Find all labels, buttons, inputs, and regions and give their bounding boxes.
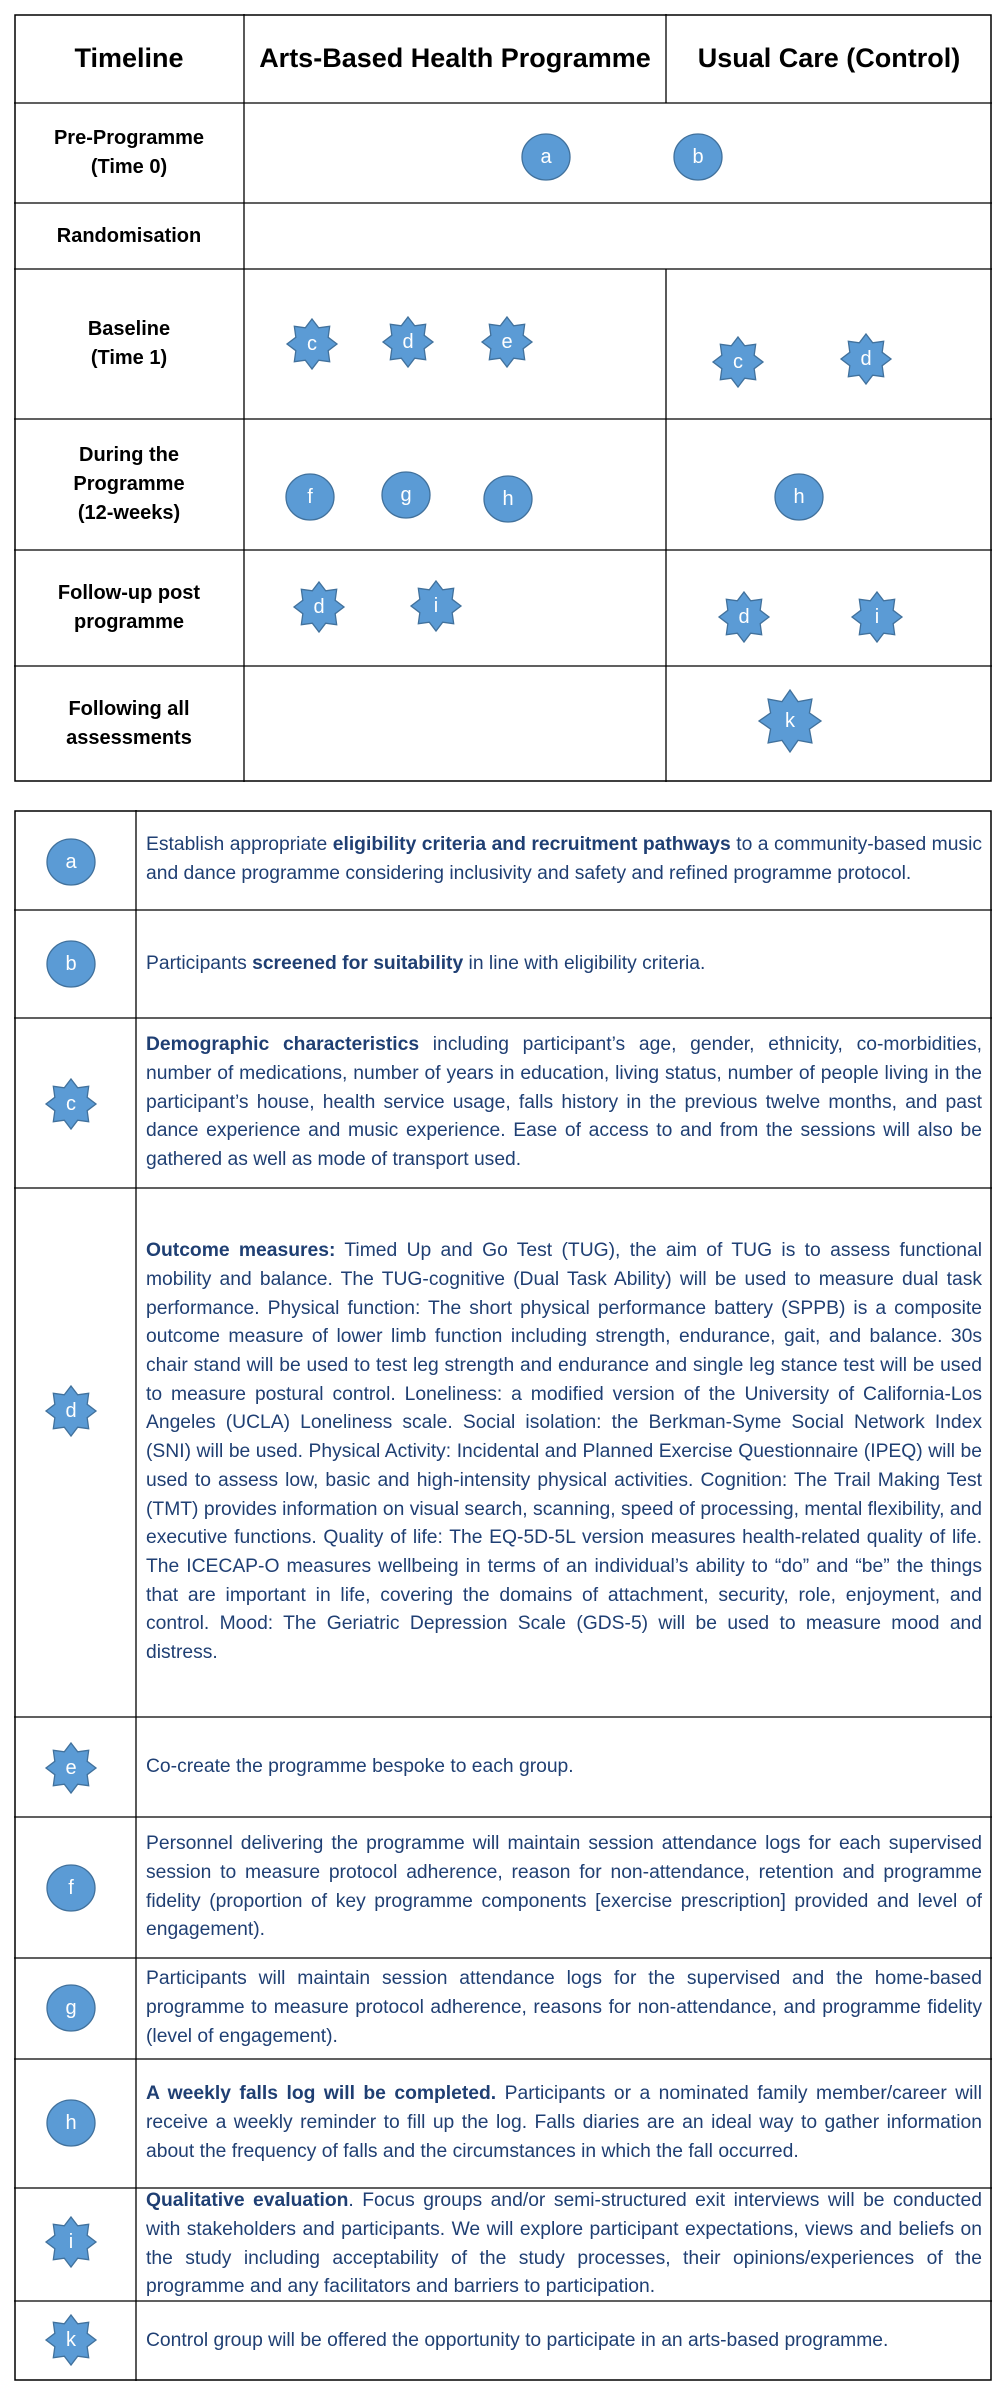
marker-label: k xyxy=(785,710,795,732)
marker-label: e xyxy=(65,1757,77,1779)
marker-baseline-arts-e xyxy=(482,317,532,367)
row-label-randomisation: Randomisation xyxy=(56,224,202,247)
marker-label: h xyxy=(502,488,514,510)
row-label-during-programme: During the Programme (12-weeks) xyxy=(73,444,185,524)
legend-marker-h xyxy=(47,2100,95,2146)
marker-baseline-arts-c xyxy=(287,319,337,369)
legend-desc-i: Qualitative evaluation. Focus groups and/or semi-structured exit interviews will be conducted with stakeholders and participants. We will explore participant expectations, views and beliefs on the study including acceptability of the study processes, their opinions/experiences of the programme and any facilitators and barriers to participation. xyxy=(146,2190,982,2298)
legend-marker-g xyxy=(47,1985,95,2031)
legend-desc-c: Demographic characteristics including participant’s age, gender, ethnicity, co-morbidities, number of medications, number of years in education, living status, number of people living in the participant’s house, health service usage, falls history in the previous twelve months, and past dance experience and music experience. Ease of access to and from the sessions will also be gathered as well as mode of transport used. xyxy=(146,1034,982,1171)
row-label-follow-up: Follow-up post programme xyxy=(57,582,201,633)
marker-pre-b xyxy=(674,134,722,180)
legend-marker-i xyxy=(46,2217,96,2267)
header-usual-care: Usual Care (Control) xyxy=(697,43,961,73)
legend-desc-h: A weekly falls log will be completed. Participants or a nominated family member/career will receive a weekly reminder to fill up the log. Falls diaries are an ideal way to gather information about the frequency of falls and the circumstances in which the fall occurred. xyxy=(146,2083,982,2162)
legend-desc-e: Co-create the programme bespoke to each group. xyxy=(146,1755,574,1777)
marker-during-arts-f xyxy=(286,474,334,520)
legend-table xyxy=(14,810,992,2381)
marker-label: d xyxy=(402,331,414,353)
marker-label: f xyxy=(68,1877,74,1899)
marker-label: d xyxy=(738,606,750,628)
legend-marker-b xyxy=(47,941,95,987)
legend-desc-f: Personnel delivering the programme will maintain session attendance logs for each supervised session to measure protocol adherence, reason for non-attendance, retention and programme fidelity (proportion of key programme components [exercise prescription] provided and level of engagement). xyxy=(146,1833,982,1941)
marker-label: c xyxy=(66,1093,76,1115)
marker-label: d xyxy=(313,596,325,618)
marker-followup-arts-i xyxy=(411,581,461,631)
legend-markers xyxy=(14,810,136,2381)
marker-label: g xyxy=(65,1997,77,2019)
legend-desc-a: Establish appropriate eligibility criteria and recruitment pathways to a community-based music and dance programme considering inclusivity and safety and refined programme protocol. xyxy=(146,834,982,884)
marker-baseline-arts-d xyxy=(383,317,433,367)
marker-label: i xyxy=(68,2231,74,2253)
marker-during-arts-h xyxy=(484,476,532,522)
marker-label: b xyxy=(65,953,77,975)
marker-label: h xyxy=(65,2112,77,2134)
legend-desc-k: Control group will be offered the opportunity to participate in an arts-based programme. xyxy=(146,2329,889,2351)
marker-baseline-control-c xyxy=(713,337,763,387)
marker-following-control-k xyxy=(759,690,821,752)
legend-marker-f xyxy=(47,1865,95,1911)
marker-label: d xyxy=(65,1400,77,1422)
marker-label: a xyxy=(65,851,77,873)
legend-marker-d xyxy=(46,1386,96,1436)
legend-desc-b: Participants screened for suitability in line with eligibility criteria. xyxy=(146,952,706,974)
marker-label: h xyxy=(793,486,805,508)
marker-label: i xyxy=(433,595,439,617)
legend-marker-a xyxy=(47,839,95,885)
marker-label: c xyxy=(307,333,317,355)
row-label-following-assessments: Following all assessments xyxy=(66,698,192,749)
legend-desc-d: Outcome measures: Timed Up and Go Test (TUG), the aim of TUG is to assess functional mobility and balance. The TUG-cognitive (Dual Task Ability) will be used to measure dual task performance. Physical function: The short physical performance battery (SPPB) is a composite outcome measure of lower limb function including strength, endurance, gait, and balance. 30s chair stand will be used to test leg strength and endurance and single leg stance test will be used to measure postural control. Loneliness: a modified version of the University of California-Los Angeles (UCLA) Loneliness scale. Social isolation: the Berkman-Syme Social Network Index (SNI) will be used. Physical Activity: Incidental and Planned Exercise Questionnaire (IPEQ) will be used to assess low, basic and high-intensity physical activities. Cognition: The Trail Making Test (TMT) provides information on visual search, scanning, speed of processing, mental flexibility, and executive functions. Quality of life: The EQ-5D-5L version measures health-related quality of life. The ICECAP-O measures wellbeing in terms of an individual’s ability to “do” and “be” the things that are important in life, covering the domains of attachment, security, role, enjoyment, and control. Mood: The Geriatric Depression Scale (GDS-5) will be used to measure mood and distress. xyxy=(146,1240,982,1664)
marker-during-arts-g xyxy=(382,472,430,518)
marker-during-control-h xyxy=(775,474,823,520)
marker-followup-control-d xyxy=(719,592,769,642)
legend-marker-k xyxy=(46,2315,96,2365)
marker-label: f xyxy=(307,486,313,508)
legend-marker-c xyxy=(46,1079,96,1129)
marker-label: c xyxy=(733,351,743,373)
marker-label: b xyxy=(692,146,704,168)
marker-label: e xyxy=(501,331,513,353)
row-label-baseline: Baseline (Time 1) xyxy=(87,318,171,369)
marker-label: g xyxy=(400,484,412,506)
row-label-pre-programme: Pre-Programme (Time 0) xyxy=(53,127,205,178)
marker-baseline-control-d xyxy=(841,334,891,384)
marker-label: i xyxy=(874,606,880,628)
timeline-markers xyxy=(14,14,992,782)
marker-label: a xyxy=(540,146,552,168)
marker-pre-a xyxy=(522,134,570,180)
marker-label: d xyxy=(860,348,872,370)
marker-followup-arts-d xyxy=(294,582,344,632)
header-timeline: Timeline xyxy=(74,43,184,73)
marker-followup-control-i xyxy=(852,592,902,642)
header-arts-programme: Arts-Based Health Programme xyxy=(259,43,651,73)
legend-desc-g: Participants will maintain session attendance logs for the supervised and the home-based programme to measure protocol adherence, reasons for non-attendance, and programme fidelity (level of engagement). xyxy=(146,1968,982,2047)
marker-label: k xyxy=(66,2329,76,2351)
timeline-table xyxy=(14,14,992,782)
legend-marker-e xyxy=(46,1743,96,1793)
